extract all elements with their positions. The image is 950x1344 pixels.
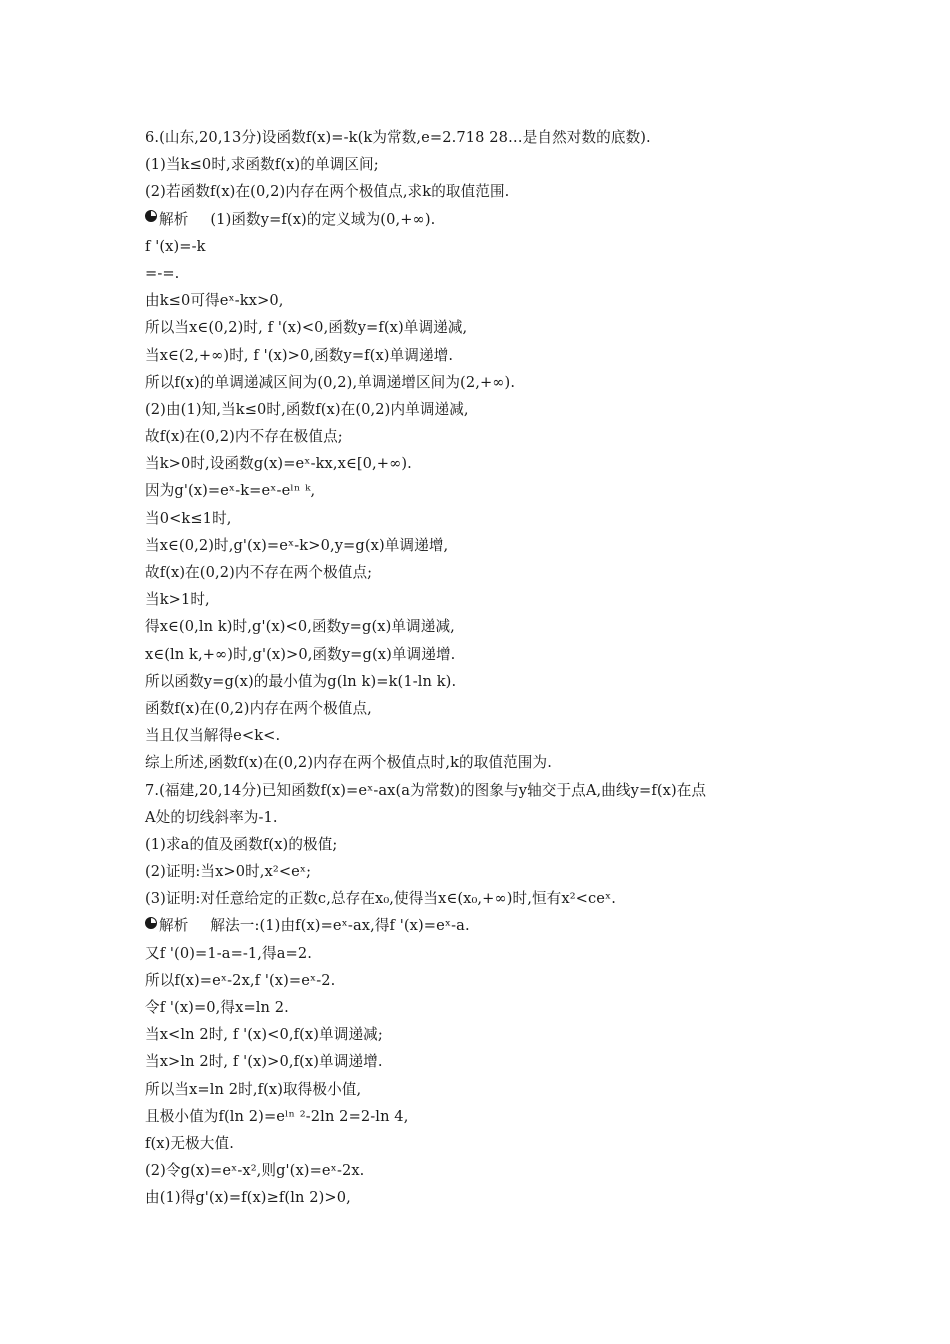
solution-line: 由(1)得g'(x)=f(x)≥f(ln 2)>0,	[145, 1189, 351, 1207]
solution-line: x∈(ln k,+∞)时,g'(x)>0,函数y=g(x)单调递增.	[145, 645, 456, 663]
problem-7-part-2: (2)证明:当x>0时,x²<eˣ;	[145, 863, 312, 881]
solution-text: (1)函数y=f(x)的定义域为(0,+∞).	[210, 210, 436, 228]
solution-line: 得x∈(0,ln k)时,g'(x)<0,函数y=g(x)单调递减,	[145, 618, 455, 636]
solution-line: 当x<ln 2时, f '(x)<0,f(x)单调递减;	[145, 1026, 383, 1044]
solution-marker-icon	[145, 911, 157, 938]
solution-line: 所以当x∈(0,2)时, f '(x)<0,函数y=f(x)单调递减,	[145, 319, 468, 337]
solution-line: 所以f(x)=eˣ-2x,f '(x)=eˣ-2.	[145, 971, 336, 989]
solution-line: 当x>ln 2时, f '(x)>0,f(x)单调递增.	[145, 1053, 383, 1071]
problem-7-part-3: (3)证明:对任意给定的正数c,总存在x₀,使得当x∈(x₀,+∞)时,恒有x²<ceˣ.	[145, 890, 617, 908]
problem-7-statement: 7.(福建,20,14分)已知函数f(x)=eˣ-ax(a为常数)的图象与y轴交于点A,曲线y=f(x)在点	[145, 781, 707, 799]
solution-line: 又f '(0)=1-a=-1,得a=2.	[145, 944, 312, 962]
problem-6-statement: 6.(山东,20,13分)设函数f(x)=-k(k为常数,e=2.718 28…是自然对数的底数).	[145, 129, 651, 146]
solution-line: 故f(x)在(0,2)内不存在极值点;	[145, 428, 343, 446]
solution-line: 故f(x)在(0,2)内不存在两个极值点;	[145, 564, 373, 581]
solution-line: 当k>1时,	[145, 591, 210, 609]
solution-line: 因为g'(x)=eˣ-k=eˣ-eˡⁿ ᵏ,	[145, 482, 316, 500]
solution-line: 当x∈(0,2)时,g'(x)=eˣ-k>0,y=g(x)单调递增,	[145, 536, 449, 554]
problem-7-part-1: (1)求a的值及函数f(x)的极值;	[145, 835, 338, 853]
solution-line: f(x)无极大值.	[145, 1134, 234, 1152]
solution-conclusion: 综上所述,函数f(x)在(0,2)内存在两个极值点时,k的取值范围为.	[145, 754, 552, 772]
solution-line: 当k>0时,设函数g(x)=eˣ-kx,x∈[0,+∞).	[145, 455, 412, 473]
solution-line: f '(x)=-k	[145, 237, 206, 255]
problem-6-part-2: (2)若函数f(x)在(0,2)内存在两个极值点,求k的取值范围.	[145, 183, 510, 201]
solution-line: 令f '(x)=0,得x=ln 2.	[145, 999, 289, 1016]
document-body	[145, 124, 845, 1212]
solution-line: 函数f(x)在(0,2)内存在两个极值点,	[145, 699, 372, 717]
solution-line: (2)令g(x)=eˣ-x²,则g'(x)=eˣ-2x.	[145, 1162, 365, 1180]
problem-7-statement-cont: A处的切线斜率为-1.	[145, 808, 278, 826]
solution-line: 所以f(x)的单调递减区间为(0,2),单调递增区间为(2,+∞).	[145, 373, 516, 391]
solution-line: (2)由(1)知,当k≤0时,函数f(x)在(0,2)内单调递减,	[145, 400, 469, 418]
solution-line: 当x∈(2,+∞)时, f '(x)>0,函数y=f(x)单调递增.	[145, 346, 454, 364]
problem-6-part-1: (1)当k≤0时,求函数f(x)的单调区间;	[145, 156, 379, 174]
solution-label: 解析	[159, 210, 189, 228]
solution-text: 解法一:(1)由f(x)=eˣ-ax,得f '(x)=eˣ-a.	[210, 917, 470, 935]
solution-line: =-=.	[145, 264, 180, 282]
solution-7-heading	[145, 912, 845, 939]
solution-line: 所以当x=ln 2时,f(x)取得极小值,	[145, 1080, 362, 1098]
solution-line: 当且仅当解得e<k<.	[145, 727, 281, 745]
solution-line: 且极小值为f(ln 2)=eˡⁿ ²-2ln 2=2-ln 4,	[145, 1107, 409, 1125]
solution-marker-icon	[145, 204, 157, 231]
solution-line: 所以函数y=g(x)的最小值为g(ln k)=k(1-ln k).	[145, 672, 457, 690]
solution-label: 解析	[159, 917, 189, 935]
solution-6-heading	[145, 206, 845, 233]
solution-line: 由k≤0可得eˣ-kx>0,	[145, 292, 284, 310]
solution-line: 当0<k≤1时,	[145, 509, 232, 527]
